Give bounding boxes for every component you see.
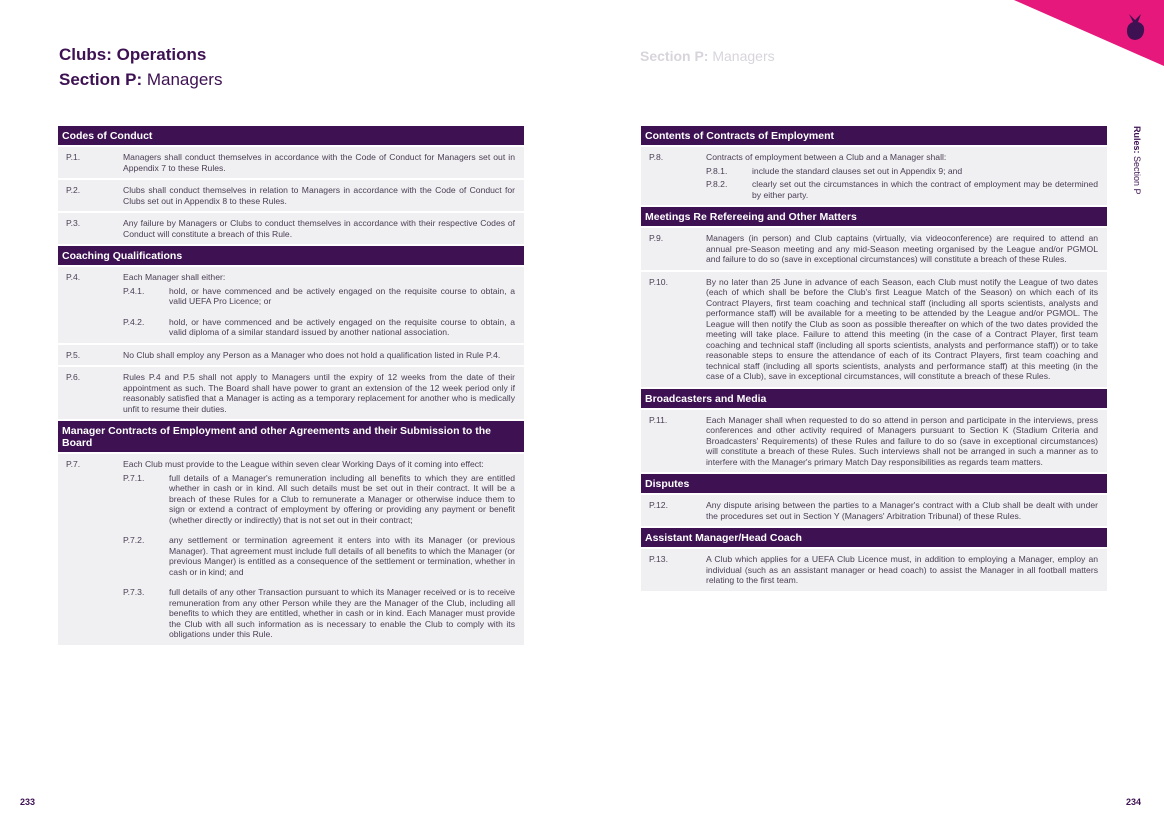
rule-row: [58, 180, 524, 211]
rule-text: By no later than 25 June in advance of each Season, each Club must notify the League of two dates (each of which shall be before the Club's first League Match of the Season) on which each of its Contract Players, first team coaching and technical staff (including all sports scientists, analysts and performance staff) will be available for a meeting to be attended by the League and/or PGMOL. The League will then notify the Club as soon as possible thereafter on which of the two dates provided the meeting will take place. Failure to attend this meeting (in the case of a Contract Player, first team coaching and technical staff (including all sports scientists, analysts and performance staff)) or to take reasonable steps to ensure the attendance of each of its Contract Players, first team coaching and technical staff (including all sports scientists, analysts and performance staff) at this meeting (in the case of a Club), save in exceptional circumstances, will constitute a breach of these Rules.: [706, 276, 1098, 381]
rule-row: [641, 272, 1107, 387]
sub-rule: [123, 317, 515, 338]
rule-row: [58, 213, 524, 244]
section-heading: Broadcasters and Media: [641, 389, 1107, 408]
sub-rule-text: any settlement or termination agreement it enters into with its Manager (or previous Manager). That agreement must include full details of all benefits to which the Manager (or previous Manger) is entitled as a consequence of the settlement or termination, whether in cash or in kind; and: [169, 535, 515, 577]
right-column: [641, 126, 1107, 593]
rule-number: P.3.: [66, 218, 81, 228]
rule-body: [123, 272, 515, 338]
left-column: [58, 126, 524, 647]
rule-number: P.13.: [649, 554, 668, 564]
rule-number: P.11.: [649, 414, 668, 425]
sub-rule-text: hold, or have commenced and be actively engaged on the requisite course to obtain, a valid UEFA Pro Licence; or: [169, 285, 515, 306]
rule-row: [641, 147, 1107, 205]
sub-rule: [706, 179, 1098, 200]
sub-rule-number: P.4.2.: [123, 316, 145, 327]
rule-body: [123, 459, 515, 640]
sub-rule: [123, 535, 515, 577]
section-heading: Contents of Contracts of Employment: [641, 126, 1107, 145]
rule-row: [641, 228, 1107, 270]
rule-number: P.6.: [66, 372, 81, 382]
sub-rule-number: P.7.3.: [123, 587, 145, 597]
rule-text: Managers (in person) and Club captains (virtually, via videoconference) are required to attend an annual pre-Season meeting and any mid-Season meeting organised by the League and/or PGMOL and failure to do so (save in exceptional circumstances) will constitute a breach of these Rules.: [706, 233, 1098, 264]
rule-text: Managers shall conduct themselves in accordance with the Code of Conduct for Managers set out in Appendix 7 to these Rules.: [123, 152, 515, 173]
document-title: Clubs: Operations: [59, 45, 207, 64]
rule-row: [58, 345, 524, 366]
rule-number: P.12.: [649, 500, 668, 510]
running-section-header: Section P: Managers: [640, 48, 775, 64]
section-heading: Coaching Qualifications: [58, 246, 524, 265]
rule-number: P.7.: [66, 459, 81, 469]
lion-crest-icon: [1124, 12, 1148, 42]
sub-rule-number: P.8.1.: [706, 165, 728, 176]
rule-text: Each Manager shall when requested to do so attend in person and participate in the interviews, press conferences and other activity required of Managers pursuant to Section K (Stadium Criteria and Broadcasters' Requirements) of these Rules and failure to do so (save in exceptional circumstances) will constitute a breach of these Rules. Such interviews shall not be arranged in such a manner as to interfere with the Manager's primary Match Day responsibilities as regards team matters.: [706, 414, 1098, 467]
rule-number: P.10.: [649, 276, 668, 287]
rule-text: Each Club must provide to the League within seven clear Working Days of it coming into effect:: [123, 459, 484, 469]
rule-row: [58, 267, 524, 343]
rule-text: Clubs shall conduct themselves in relation to Managers in accordance with the Code of Conduct for Clubs set out in Appendix 8 to these Rules.: [123, 185, 515, 206]
section-heading: Manager Contracts of Employment and other Agreements and their Submission to the Board: [58, 421, 524, 452]
section-heading: Disputes: [641, 474, 1107, 493]
rule-text: Rules P.4 and P.5 shall not apply to Managers until the expiry of 12 weeks from the date of their appointment as such. The Board shall have power to grant an extension of the 12 week period only if reasonably satisfied that a Manager is acting as a temporary replacement for another who is medically unfit to resume their duties.: [123, 372, 515, 414]
sub-rule-text: include the standard clauses set out in Appendix 9; and: [752, 165, 963, 176]
rule-row: [58, 367, 524, 419]
rule-row: [641, 410, 1107, 473]
section-heading: Codes of Conduct: [58, 126, 524, 145]
rule-number: P.5.: [66, 349, 81, 360]
rule-row: [58, 454, 524, 645]
sub-rule: [123, 587, 515, 640]
section-heading: Assistant Manager/Head Coach: [641, 528, 1107, 547]
section-heading: Meetings Re Refereeing and Other Matters: [641, 207, 1107, 226]
sub-rule-number: P.8.2.: [706, 179, 728, 189]
rule-text: Contracts of employment between a Club and a Manager shall:: [706, 152, 947, 162]
rule-text: Any dispute arising between the parties to a Manager's contract with a Club shall be dealt with under the procedures set out in Section Y (Managers' Arbitration Tribunal) of these Rules.: [706, 500, 1098, 521]
rule-text: Any failure by Managers or Clubs to conduct themselves in accordance with their respective Codes of Conduct will constitute a breach of this Rule.: [123, 218, 515, 239]
side-tab-label: Rules: Section P: [1132, 126, 1142, 195]
rule-row: [641, 495, 1107, 526]
rule-number: P.8.: [649, 152, 664, 162]
rule-number: P.1.: [66, 152, 81, 162]
sub-rule-text: clearly set out the circumstances in which the contract of employment may be determined by either party.: [752, 179, 1098, 200]
rule-text: A Club which applies for a UEFA Club Licence must, in addition to employing a Manager, employ an individual (such as an assistant manager or head coach) to assist the Manager in all football matters relating to the first team.: [706, 554, 1098, 585]
page-number-right: 234: [1126, 797, 1142, 807]
sub-rule: [123, 473, 515, 526]
rule-row: [58, 147, 524, 178]
sub-rule: [706, 166, 1098, 177]
page-number-left: 233: [20, 797, 36, 807]
rule-row: [641, 549, 1107, 591]
rule-text: Each Manager shall either:: [123, 272, 226, 282]
rule-text: No Club shall employ any Person as a Manager who does not hold a qualification listed in Rule P.4.: [123, 349, 501, 360]
sub-rule-text: hold, or have commenced and be actively engaged on the requisite course to obtain, a valid diploma of a similar standard issued by another national association.: [169, 316, 515, 337]
sub-rule-number: P.4.1.: [123, 285, 145, 296]
rule-number: P.9.: [649, 233, 664, 243]
sub-rule-number: P.7.2.: [123, 535, 145, 545]
sub-rule-text: full details of a Manager's remuneration including all benefits to which they are entitled whether in cash or in kind. All such details must be set out in their contract. It will be a breach of these Rules for a Club to remunerate a Manager or otherwise induce them to sign or extend a contract of employment by offering or providing any payment or benefit (whether directly or indirectly) that is not set out in their contract;: [169, 472, 515, 525]
sub-rule-number: P.7.1.: [123, 472, 145, 483]
sub-rule: [123, 286, 515, 307]
section-title: Section P: Managers: [59, 70, 223, 89]
rule-number: P.4.: [66, 272, 81, 282]
sub-rule-text: full details of any other Transaction pursuant to which its Manager received or is to receive remuneration from any other Person while they are the Manager of the Club, including all benefits to which they are entitled, whether in cash or in kind. Each Manager must provide the Club with all such information as is necessary to enable the Club to comply with its obligations under this Rule.: [169, 587, 515, 639]
rule-number: P.2.: [66, 185, 81, 195]
rule-body: [706, 152, 1098, 200]
